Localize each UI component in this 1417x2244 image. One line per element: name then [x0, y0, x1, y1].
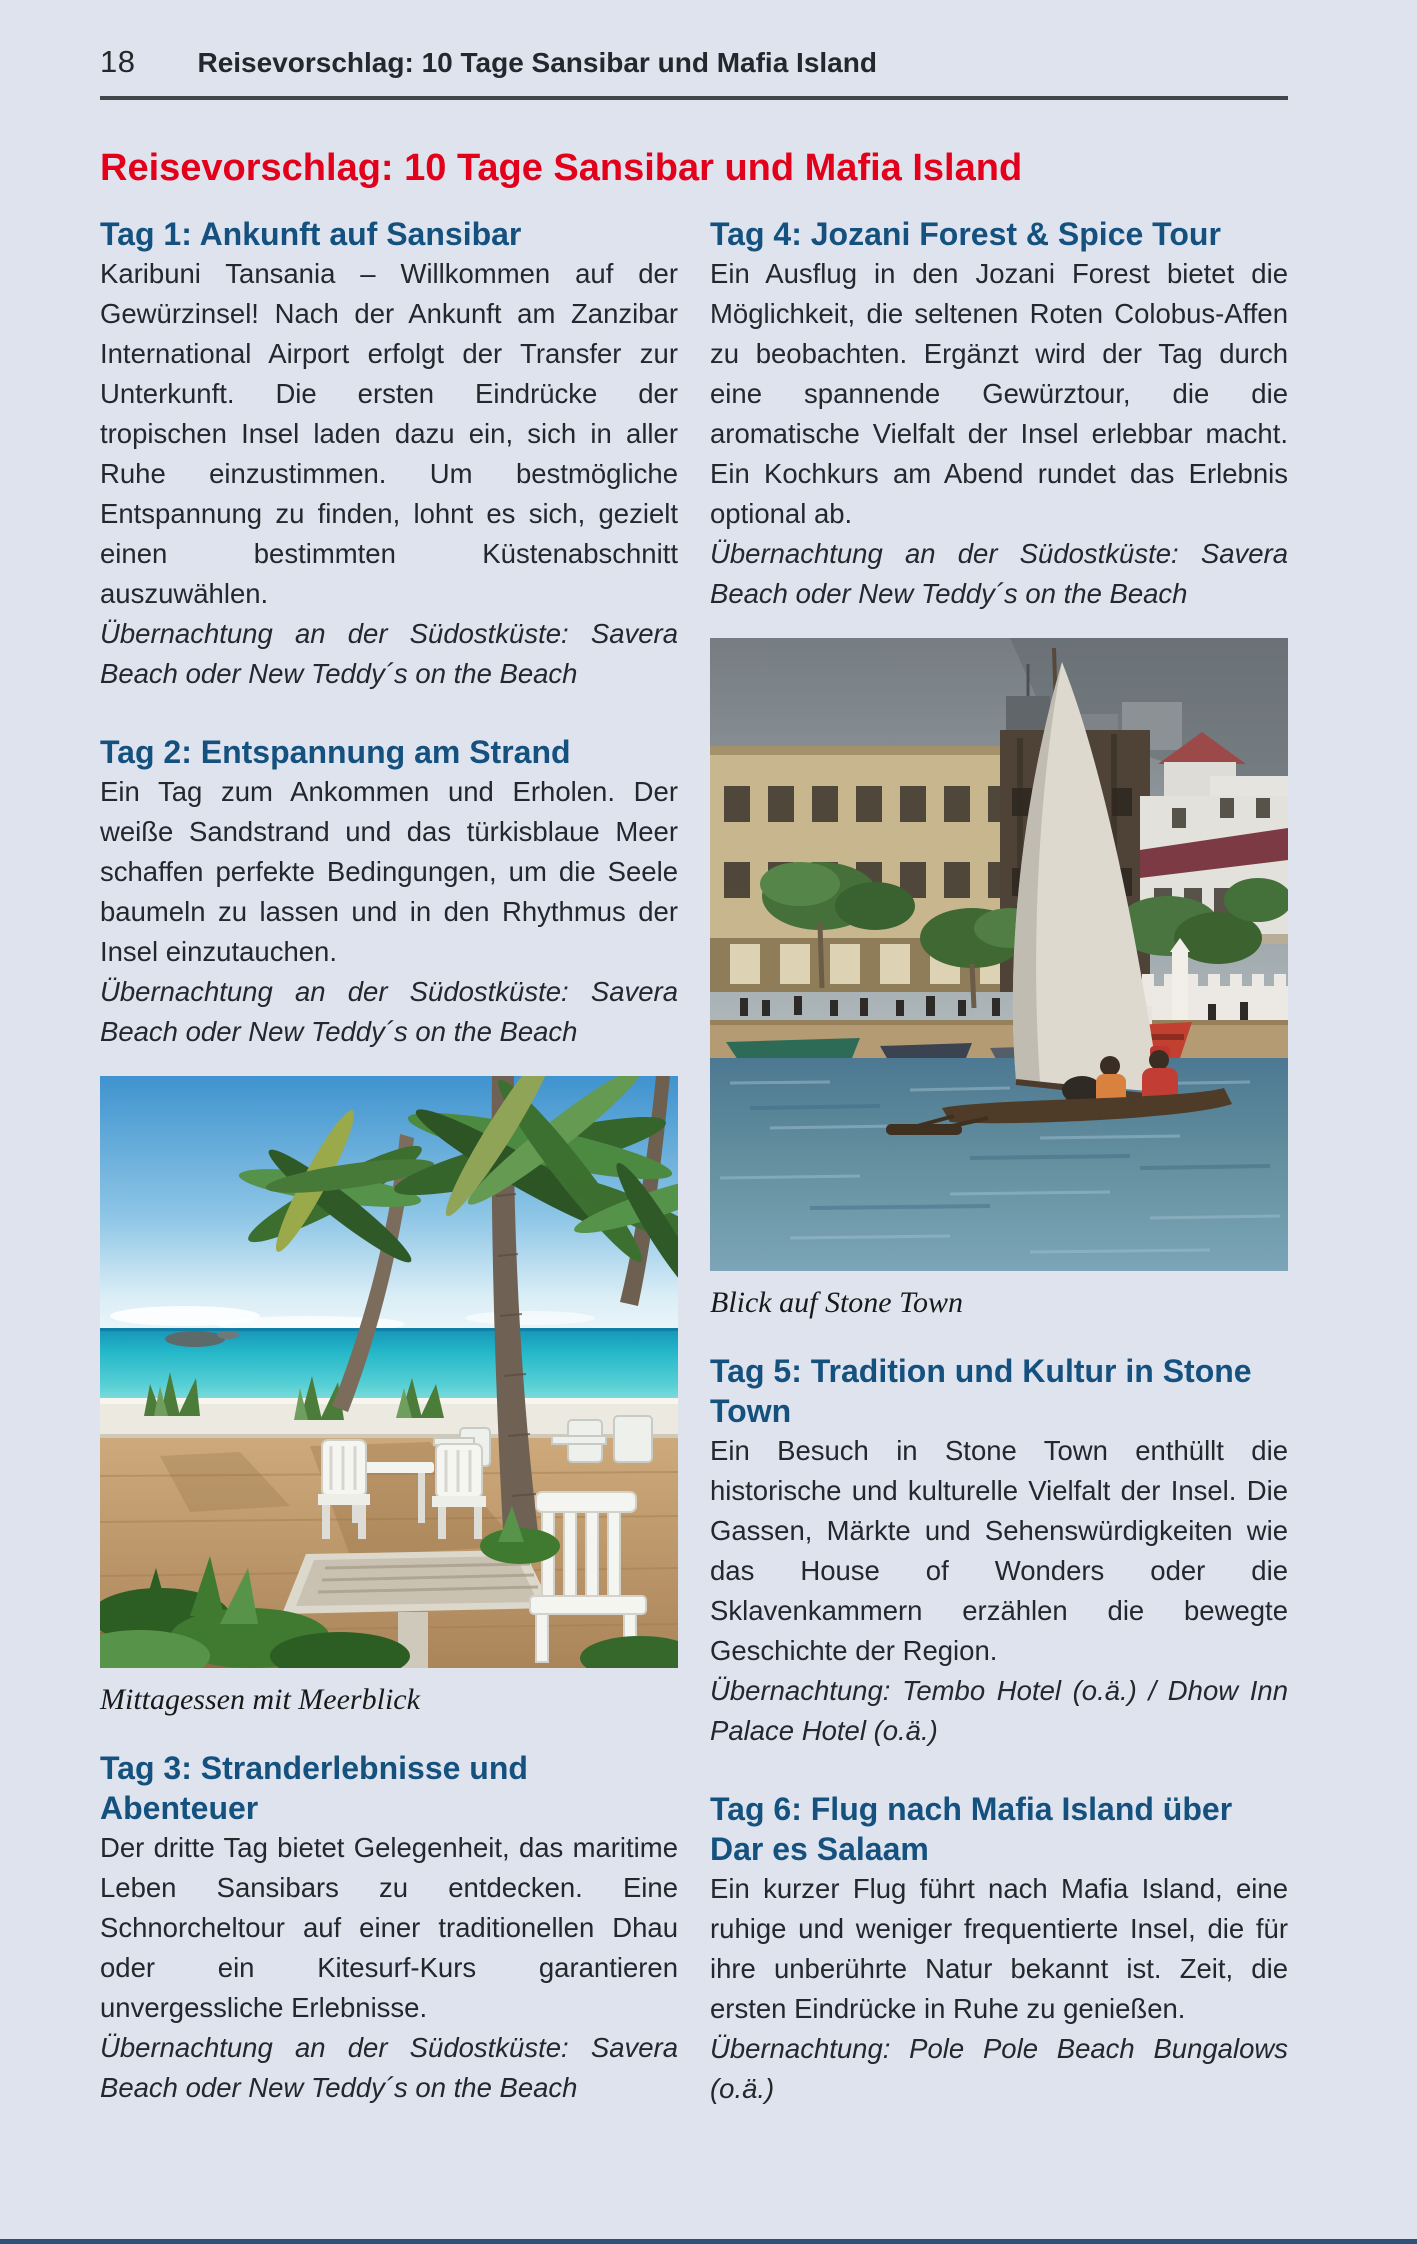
section-day-1: [100, 214, 678, 694]
day-5-overnight-note: Übernachtung: Tembo Hotel (o.ä.) / Dhow Inn Palace Hotel (o.ä.): [710, 1675, 1288, 1746]
section-day-2: [100, 732, 678, 1052]
day-4-body: Ein Ausflug in den Jozani Forest bietet die Möglichkeit, die seltenen Roten Colobus-Affen zu beobachten. Ergänzt wird der Tag durch eine spannende Gewürztour, die die aromatische Vielfalt der Insel erlebbar macht. Ein Kochkurs am Abend rundet das Erlebnis optional ab.: [710, 258, 1288, 529]
right-column: [710, 214, 1288, 2147]
day-1-body: Karibuni Tansania – Willkommen auf der Gewürzinsel! Nach der Ankunft am Zanzibar International Airport erfolgt der Transfer zur Unterkunft. Die ersten Eindrücke der tropischen Insel laden dazu ein, sich in aller Ruhe einzustimmen. Um bestmögliche Entspannung zu finden, lohnt es sich, gezielt einen bestimmten Küstenabschnitt auszuwählen.: [100, 258, 678, 609]
beach-photo-caption: Mittagessen mit Meerblick: [100, 1683, 420, 1716]
day-2-heading: Tag 2: Entspannung am Strand: [100, 734, 571, 770]
day-3-body: Der dritte Tag bietet Gelegenheit, das maritime Leben Sansibars zu entdecken. Eine Schnorcheltour auf einer traditionellen Dhau oder ein Kitesurf-Kurs garantieren unvergessliche Erlebnisse.: [100, 1832, 678, 2023]
day-6-heading: Tag 6: Flug nach Mafia Island über Dar es Salaam: [710, 1791, 1233, 1867]
stone-town-illustration: [710, 638, 1288, 1271]
beach-restaurant-illustration: [100, 1076, 678, 1668]
day-4-heading: Tag 4: Jozani Forest & Spice Tour: [710, 216, 1221, 252]
day-1-overnight-note: Übernachtung an der Südostküste: Savera Beach oder New Teddy´s on the Beach: [100, 618, 678, 689]
day-3-overnight-note: Übernachtung an der Südostküste: Savera Beach oder New Teddy´s on the Beach: [100, 2032, 678, 2103]
page-bottom-rule: [0, 2239, 1417, 2244]
running-header-row: [100, 44, 1288, 100]
day-6-body: Ein kurzer Flug führt nach Mafia Island, eine ruhige und weniger frequentierte Insel, die für ihre unberührte Natur bekannt ist. Zeit, die ersten Eindrücke in Ruhe zu genießen.: [710, 1873, 1288, 2024]
day-2-body: Ein Tag zum Ankommen und Erholen. Der weiße Sandstrand und das türkisblaue Meer schaffen perfekte Bedingungen, um die Seele baumeln zu lassen und in den Rhythmus der Insel einzutauchen.: [100, 776, 678, 967]
running-header-title: Reisevorschlag: 10 Tage Sansibar und Mafia Island: [197, 47, 877, 78]
two-column-layout: [100, 214, 1288, 2147]
day-2-overnight-note: Übernachtung an der Südostküste: Savera Beach oder New Teddy´s on the Beach: [100, 976, 678, 1047]
section-day-5: [710, 1351, 1288, 1751]
beach-photo-block: [100, 1076, 678, 1718]
day-6-overnight-note: Übernachtung: Pole Pole Beach Bungalows (o.ä.): [710, 2033, 1288, 2104]
day-4-overnight-note: Übernachtung an der Südostküste: Savera Beach oder New Teddy´s on the Beach: [710, 538, 1288, 609]
day-5-body: Ein Besuch in Stone Town enthüllt die historische und kulturelle Vielfalt der Insel. Die Gassen, Märkte und Sehenswürdigkeiten wie das House of Wonders oder die Sklavenkammern erzählen die bewegte Geschichte der Region.: [710, 1435, 1288, 1666]
section-day-6: [710, 1789, 1288, 2109]
stone-town-photo: [710, 638, 1288, 1271]
stone-town-photo-caption: Blick auf Stone Town: [710, 1286, 964, 1319]
left-column: [100, 214, 678, 2147]
day-5-heading: Tag 5: Tradition und Kultur in Stone Town: [710, 1353, 1252, 1429]
section-day-3: [100, 1748, 678, 2108]
stone-town-photo-block: [710, 638, 1288, 1321]
day-1-heading: Tag 1: Ankunft auf Sansibar: [100, 216, 522, 252]
page-title: Reisevorschlag: 10 Tage Sansibar und Mafia Island: [100, 147, 1023, 190]
section-day-4: [710, 214, 1288, 614]
page-number: 18: [100, 44, 136, 79]
day-3-heading: Tag 3: Stranderlebnisse und Abenteuer: [100, 1750, 528, 1826]
beach-restaurant-photo: [100, 1076, 678, 1668]
